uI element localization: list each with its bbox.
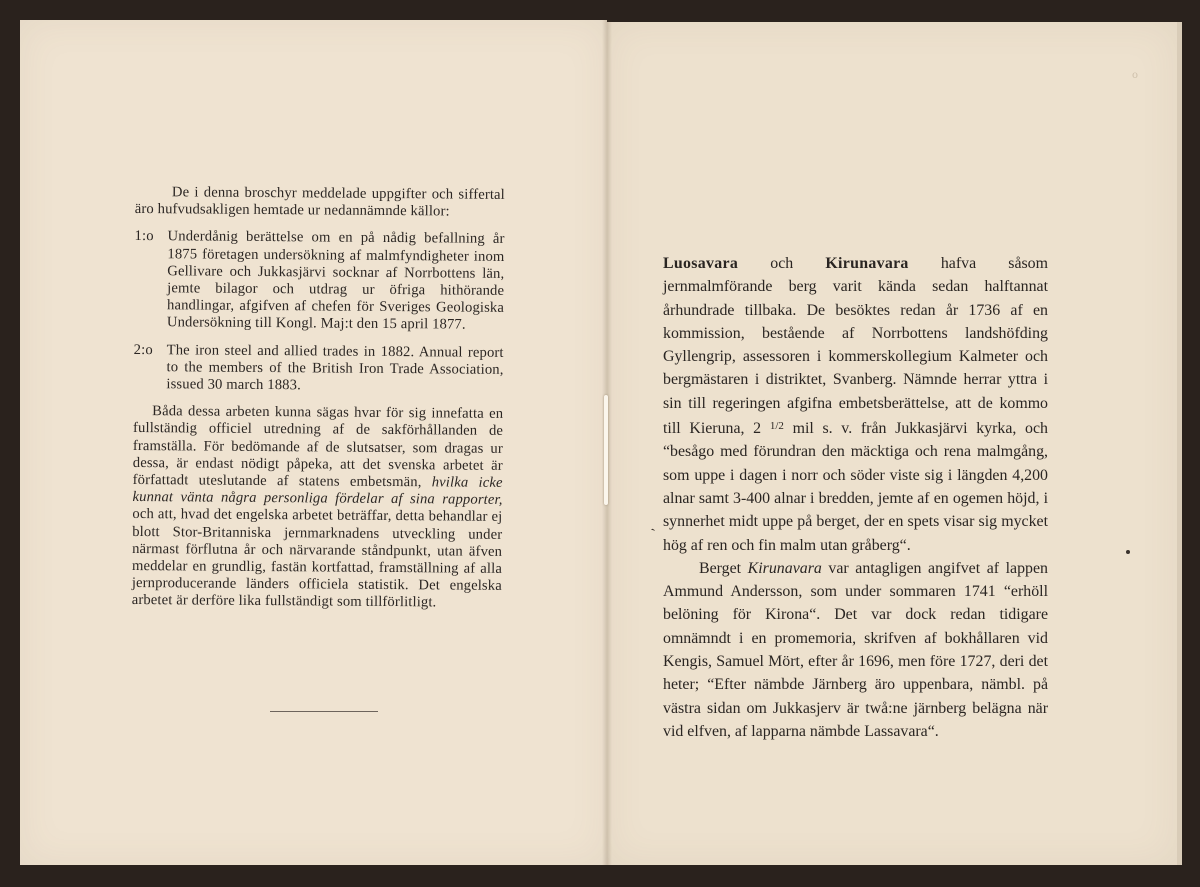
history-paragraph (663, 252, 1048, 557)
staple-icon (604, 395, 608, 505)
kirunavara-paragraph (663, 557, 1048, 743)
paragraph-text: hafva såsom jernmalmförande berg varit kända sedan halftannat århundrade tillbaka. De besöktes redan år 1736 af en kommission, bestående af Norrbottens landshöfding Gyllengrip, assessoren i kommerskollegium Kalmeter och bergmästaren i distriktet, Svanberg. Nämnde herrar yttra i sin till regeringen afgifna embetsberättelse, att de kommo till Kieruna, 2 (663, 255, 1048, 438)
source-number: 1:o (134, 228, 154, 245)
left-page-text (132, 184, 505, 613)
source-text: The iron steel and allied trades in 1882. Annual report to the members of the British Iron Trade Association, issued 30 march 1883. (166, 341, 504, 394)
ink-mark: ˎ (644, 512, 657, 533)
source-item-1 (134, 228, 505, 334)
paragraph-text: Båda dessa arbeten kunna sägas hvar för sig innefatta en fullständig officiel utredning af de sakförhållanden de framställa. För bedömande af de slutsatser, som dragas ur dessa, är endast nödigt påpeka, att det svenska arbetet är författadt uteslutande af statens embetsmän, (132, 403, 504, 491)
paragraph-italic: hvilka icke kunnat vänta några personliga fördelar af sina rapporter, (132, 474, 503, 509)
divider-rule (270, 711, 378, 712)
paragraph-text: Berget (699, 559, 748, 577)
paragraph-text: mil s. v. från Jukkasjärvi kyrka, och “besågo med förundran den mäcktiga och rena malmgång, som uppe i dagen i norr och söder viste sig i längden 4,200 alnar samt 3-400 alnar i bredden, jemte af en ogemen höjd, i synnerhet midt uppe på berget, der en spets visar sig mycket hög af ren och fin malm utan gråberg“. (663, 420, 1048, 554)
place-name-bold: Kirunavara (825, 255, 909, 272)
paragraph-text: och att, hvad det engelska arbetet beträffar, detta behandlar ej blott Stor-Britanniska jernmarknadens utveckling under närmast förflutna år och närvarande ståndpunkt, utan äfven meddelar en grundlig, fastän kortfattad, framställning af alla jernproducerande länders officiela statistik. Det engelska arbetet är derföre lika fullständigt som tillförlitligt. (131, 506, 503, 611)
page-edge (1177, 22, 1182, 865)
source-text: Underdånig berättelse om en på nådig befallning år 1875 företagen undersökning af malmfyndigheter inom Gellivare och Jukkasjärvi socknar af Norrbottens län, jemte bilagor och utdrag ur öfriga hithörande handlingar, afgifven af chefen för Sveriges Geologiska Undersökning till Kongl. Maj:t den 15 april 1877. (166, 228, 505, 334)
place-name-bold: Luosavara (663, 255, 739, 272)
assessment-paragraph (132, 403, 504, 612)
paragraph-text: och (738, 255, 826, 272)
source-number: 2:o (133, 341, 153, 358)
place-name-italic: Kirunavara (747, 559, 822, 577)
right-page-text (663, 252, 1048, 743)
fraction: 1/2 (769, 420, 784, 433)
source-item-2 (133, 342, 503, 397)
paragraph-text: var antagligen angifvet af lappen Ammund Andersson, som under sommaren 1741 “erhöll belöning för Kirona“. Det var dock redan tidigare omnämndt i en promemoria, skrifven af bokhållaren vid Kengis, Samuel Mört, efter år 1696, men före 1727, deri det heter; “Efter nämbde Järnberg äro uppenbara, nämbl. på västra sidan om Jukkasjerv är twå:ne järnberg belägna när vid elfven, af lapparna nämbde Lassavara“. (663, 559, 1048, 740)
faint-page-mark: o (1132, 70, 1139, 81)
intro-paragraph: De i denna broschyr meddelade uppgifter och siffertal äro hufvudsakligen hemtade ur nedannämnde källor: (134, 184, 505, 220)
ink-dot (1126, 550, 1130, 554)
